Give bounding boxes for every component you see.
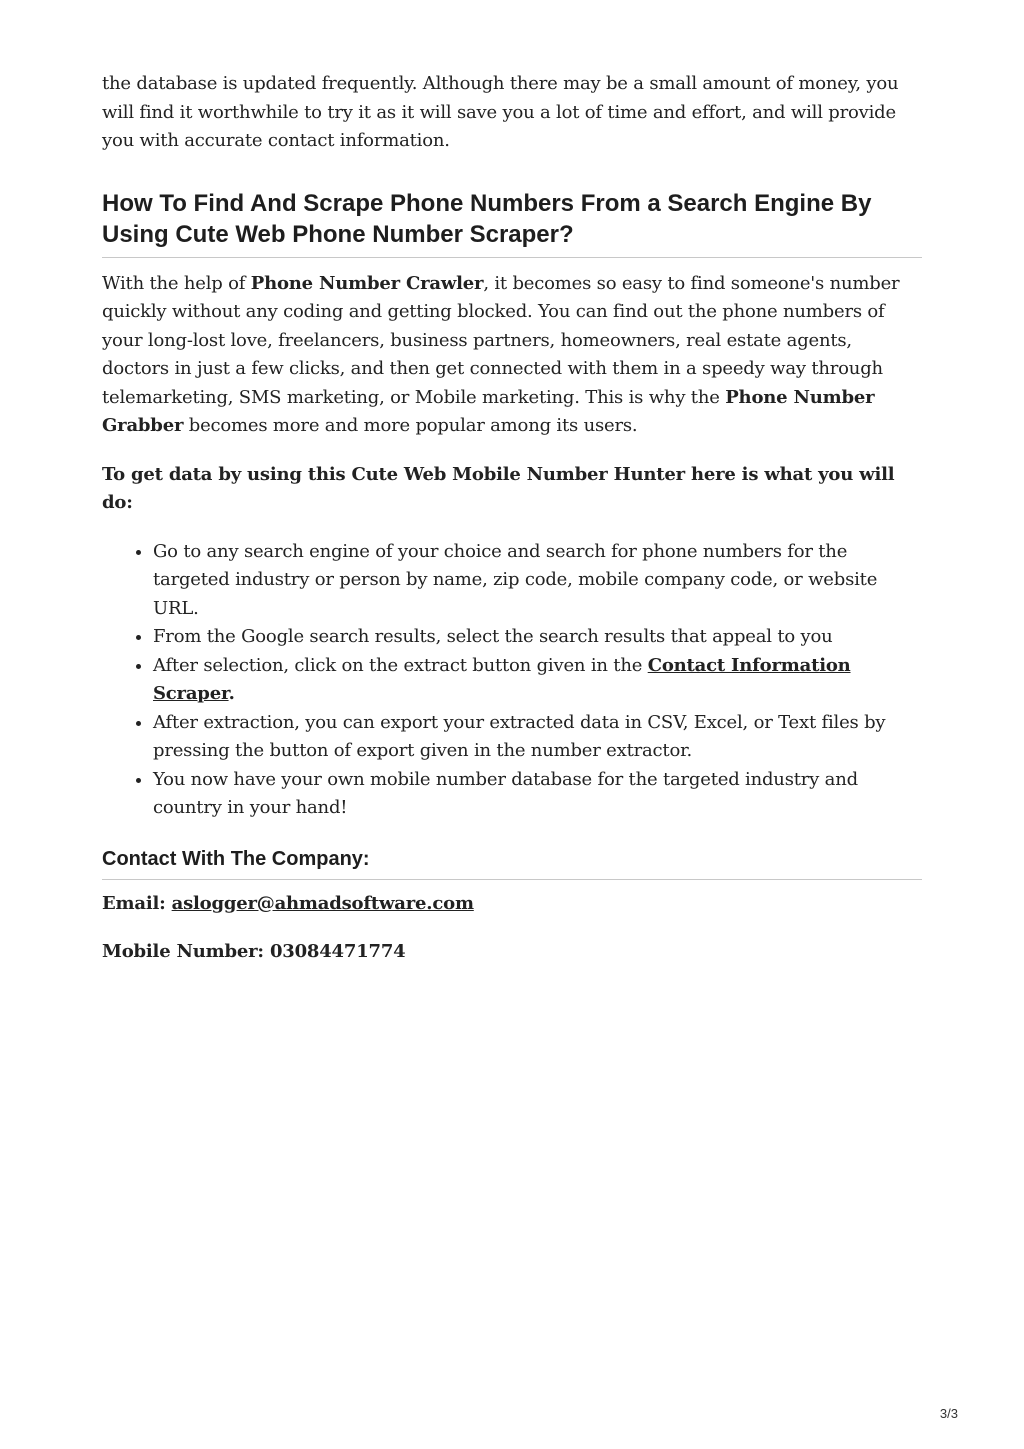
intro-paragraph: the database is updated frequently. Although there may be a small amount of money, you will find it worthwhile to try it as it will save you a lot of time and effort, and will provide you with accurate contact information. [102, 73, 899, 151]
section-heading-scrape: How To Find And Scrape Phone Numbers From a Search Engine By Using Cute Web Phone Number Scraper? [102, 188, 922, 258]
mobile-number: 03084471774 [269, 941, 406, 962]
step-3-suffix: . [228, 683, 235, 704]
list-item: • Go to any search engine of your choice and search for phone numbers for the targeted industry or person by name, zip code, mobile company code, or website URL. [153, 538, 922, 624]
steps-lead: To get data by using this Cute Web Mobile Number Hunter here is what you will do: [102, 463, 895, 513]
email-link[interactable]: aslogger@ahmadsoftware.com [171, 892, 474, 914]
document-page [102, 70, 922, 987]
email-label: Email: [102, 892, 172, 914]
crawler-text-1: With the help of [102, 272, 251, 294]
mobile-line [102, 938, 922, 967]
steps-list [102, 538, 922, 823]
list-item: • From the Google search results, select the search results that appeal to you [153, 623, 922, 652]
contact-information-scraper-link[interactable]: Contact Information Scraper [153, 654, 851, 704]
page-number: 3/3 [939, 1406, 958, 1421]
phone-number-grabber-term: Phone Number Grabber [102, 386, 875, 436]
list-item: • You now have your own mobile number database for the targeted industry and country in your hand! [153, 766, 922, 823]
list-item: • After extraction, you can export your extracted data in CSV, Excel, or Text files by pressing the button of export given in the number extractor. [153, 709, 922, 766]
crawler-text-2: , it becomes so easy to find someone's number quickly without any coding and getting blocked. You can find out the phone numbers of your long-lost love, freelancers, business partners, homeowners, real estate agents, doctors in just a few clicks, and then get connected with them in a speedy way through telemarketing, SMS marketing, or Mobile marketing. This is why the [102, 272, 900, 408]
crawler-paragraph [102, 270, 922, 441]
crawler-text-3: becomes more and more popular among its users. [183, 415, 638, 436]
step-3-text: After selection, click on the extract button given in the [153, 654, 648, 676]
list-item [153, 652, 922, 709]
mobile-label: Mobile Number: [102, 941, 270, 962]
phone-number-crawler-term: Phone Number Crawler [250, 272, 484, 294]
section-heading-contact: Contact With The Company: [102, 845, 922, 880]
email-line [102, 890, 922, 919]
